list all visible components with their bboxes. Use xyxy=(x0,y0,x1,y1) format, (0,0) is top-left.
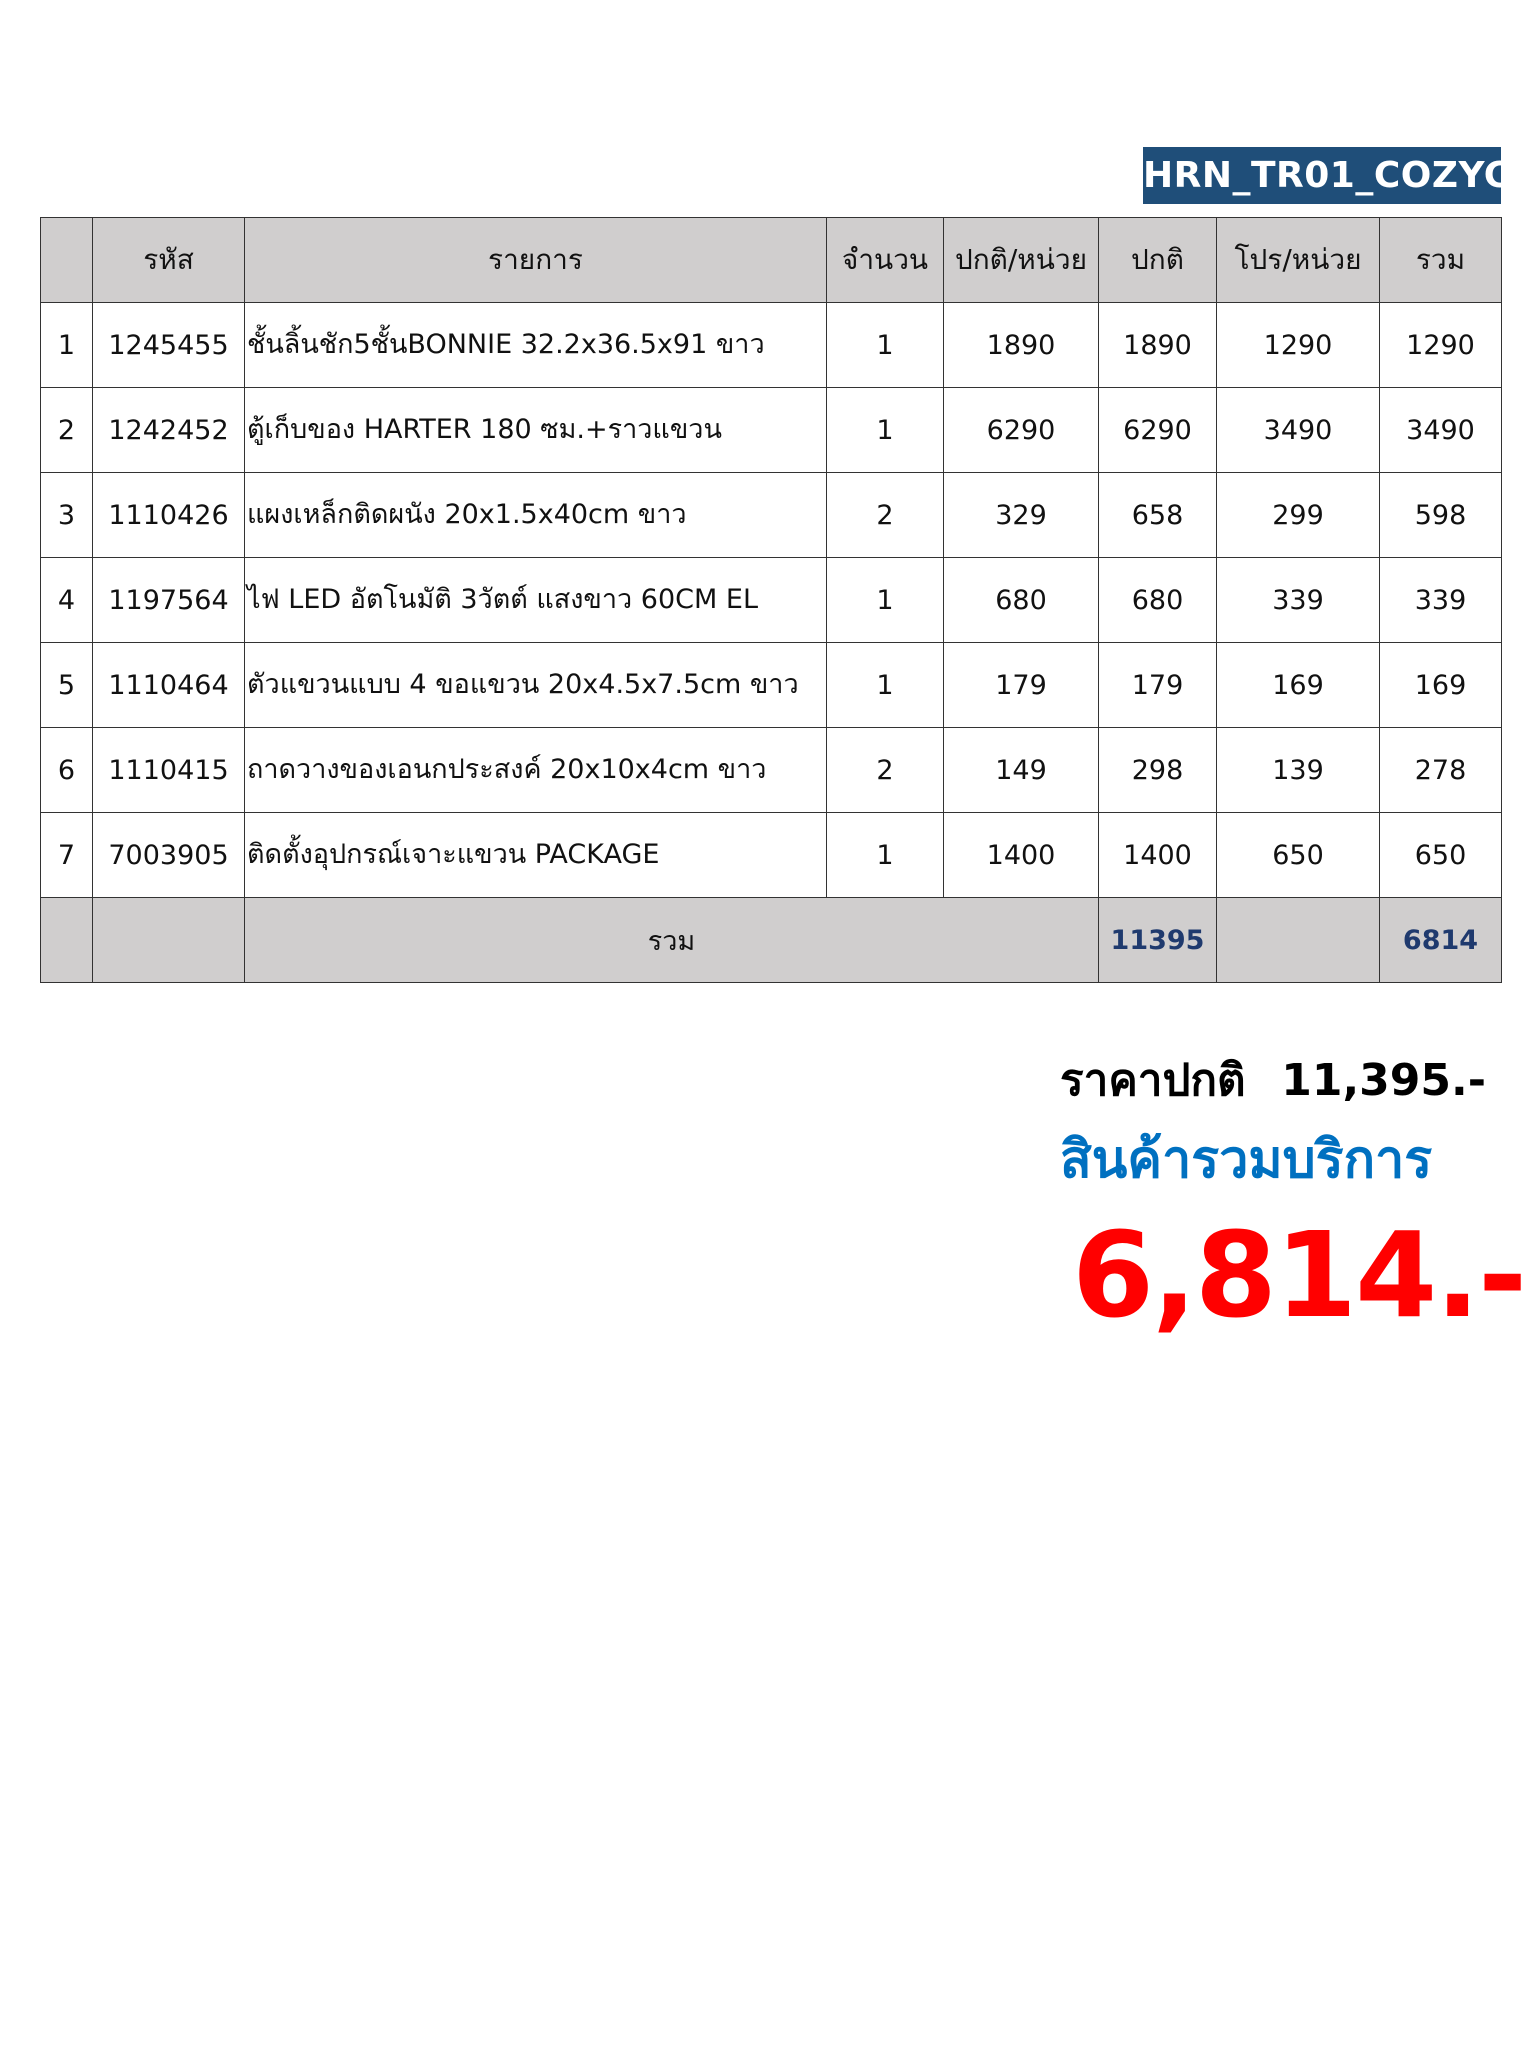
row-number: 5 xyxy=(41,643,93,728)
item-promo-unit: 169 xyxy=(1217,643,1380,728)
item-qty: 1 xyxy=(827,558,944,643)
item-total: 339 xyxy=(1380,558,1502,643)
item-normal-price: 680 xyxy=(1099,558,1217,643)
header-total: รวม xyxy=(1380,218,1502,303)
item-total: 650 xyxy=(1380,813,1502,898)
item-code: 1242452 xyxy=(93,388,245,473)
table-row xyxy=(41,728,1502,813)
item-qty: 1 xyxy=(827,813,944,898)
table-row xyxy=(41,388,1502,473)
row-number: 4 xyxy=(41,558,93,643)
item-description: ตู้เก็บของ HARTER 180 ซม.+ราวแขวน xyxy=(245,388,827,473)
item-code: 1245455 xyxy=(93,303,245,388)
item-normal-price: 658 xyxy=(1099,473,1217,558)
row-number: 1 xyxy=(41,303,93,388)
item-qty: 1 xyxy=(827,303,944,388)
item-promo-unit: 1290 xyxy=(1217,303,1380,388)
item-total: 278 xyxy=(1380,728,1502,813)
final-price: 6,814.- xyxy=(1072,1206,1526,1344)
item-description: ไฟ LED อัตโนมัติ 3วัตต์ แสงขาว 60CM EL xyxy=(245,558,827,643)
header-qty: จำนวน xyxy=(827,218,944,303)
item-normal-price: 298 xyxy=(1099,728,1217,813)
normal-price-label: ราคาปกติ xyxy=(1060,1055,1246,1106)
item-unit-price: 329 xyxy=(944,473,1099,558)
product-code-tag: HRN_TR01_COZYC xyxy=(1143,147,1501,204)
item-unit-price: 6290 xyxy=(944,388,1099,473)
table-body xyxy=(41,303,1502,898)
header-no xyxy=(41,218,93,303)
item-qty: 2 xyxy=(827,473,944,558)
item-code: 1110464 xyxy=(93,643,245,728)
item-description: แผงเหล็กติดผนัง 20x1.5x40cm ขาว xyxy=(245,473,827,558)
item-total: 169 xyxy=(1380,643,1502,728)
footer-blank-promo-unit xyxy=(1217,898,1380,983)
normal-grand-total: 11395 xyxy=(1099,898,1217,983)
item-normal-price: 1890 xyxy=(1099,303,1217,388)
item-normal-price: 179 xyxy=(1099,643,1217,728)
header-item: รายการ xyxy=(245,218,827,303)
item-description: ตัวแขวนแบบ 4 ขอแขวน 20x4.5x7.5cm ขาว xyxy=(245,643,827,728)
table-row xyxy=(41,473,1502,558)
item-unit-price: 1400 xyxy=(944,813,1099,898)
table-row xyxy=(41,643,1502,728)
item-unit-price: 179 xyxy=(944,643,1099,728)
item-normal-price: 6290 xyxy=(1099,388,1217,473)
table-row xyxy=(41,303,1502,388)
table-header xyxy=(41,218,1502,303)
totals-label: รวม xyxy=(245,898,1099,983)
item-unit-price: 149 xyxy=(944,728,1099,813)
item-code: 1110426 xyxy=(93,473,245,558)
row-number: 7 xyxy=(41,813,93,898)
quotation-table xyxy=(40,217,1502,983)
item-description: ถาดวางของเอนกประสงค์ 20x10x4cm ขาว xyxy=(245,728,827,813)
table-row xyxy=(41,813,1502,898)
normal-price-value: 11,395.- xyxy=(1281,1054,1486,1106)
item-description: ชั้นลิ้นชัก5ชั้นBONNIE 32.2x36.5x91 ขาว xyxy=(245,303,827,388)
item-total: 1290 xyxy=(1380,303,1502,388)
item-promo-unit: 339 xyxy=(1217,558,1380,643)
item-code: 1197564 xyxy=(93,558,245,643)
item-total: 598 xyxy=(1380,473,1502,558)
item-qty: 2 xyxy=(827,728,944,813)
item-normal-price: 1400 xyxy=(1099,813,1217,898)
header-promo-unit: โปร/หน่วย xyxy=(1217,218,1380,303)
table-row xyxy=(41,558,1502,643)
footer-blank-code xyxy=(93,898,245,983)
item-promo-unit: 650 xyxy=(1217,813,1380,898)
item-qty: 1 xyxy=(827,643,944,728)
item-code: 7003905 xyxy=(93,813,245,898)
item-unit-price: 1890 xyxy=(944,303,1099,388)
table-footer xyxy=(41,898,1502,983)
row-number: 2 xyxy=(41,388,93,473)
item-promo-unit: 3490 xyxy=(1217,388,1380,473)
row-number: 3 xyxy=(41,473,93,558)
item-unit-price: 680 xyxy=(944,558,1099,643)
header-unit-price: ปกติ/หน่วย xyxy=(944,218,1099,303)
footer-blank-no xyxy=(41,898,93,983)
normal-price-summary xyxy=(1060,1045,1500,1115)
header-normal-price: ปกติ xyxy=(1099,218,1217,303)
row-number: 6 xyxy=(41,728,93,813)
item-promo-unit: 139 xyxy=(1217,728,1380,813)
item-total: 3490 xyxy=(1380,388,1502,473)
promo-grand-total: 6814 xyxy=(1380,898,1502,983)
header-code: รหัส xyxy=(93,218,245,303)
totals-row xyxy=(41,898,1502,983)
item-promo-unit: 299 xyxy=(1217,473,1380,558)
item-qty: 1 xyxy=(827,388,944,473)
service-included-label: สินค้ารวมบริการ xyxy=(1060,1130,1433,1190)
item-code: 1110415 xyxy=(93,728,245,813)
item-description: ติดตั้งอุปกรณ์เจาะแขวน PACKAGE xyxy=(245,813,827,898)
